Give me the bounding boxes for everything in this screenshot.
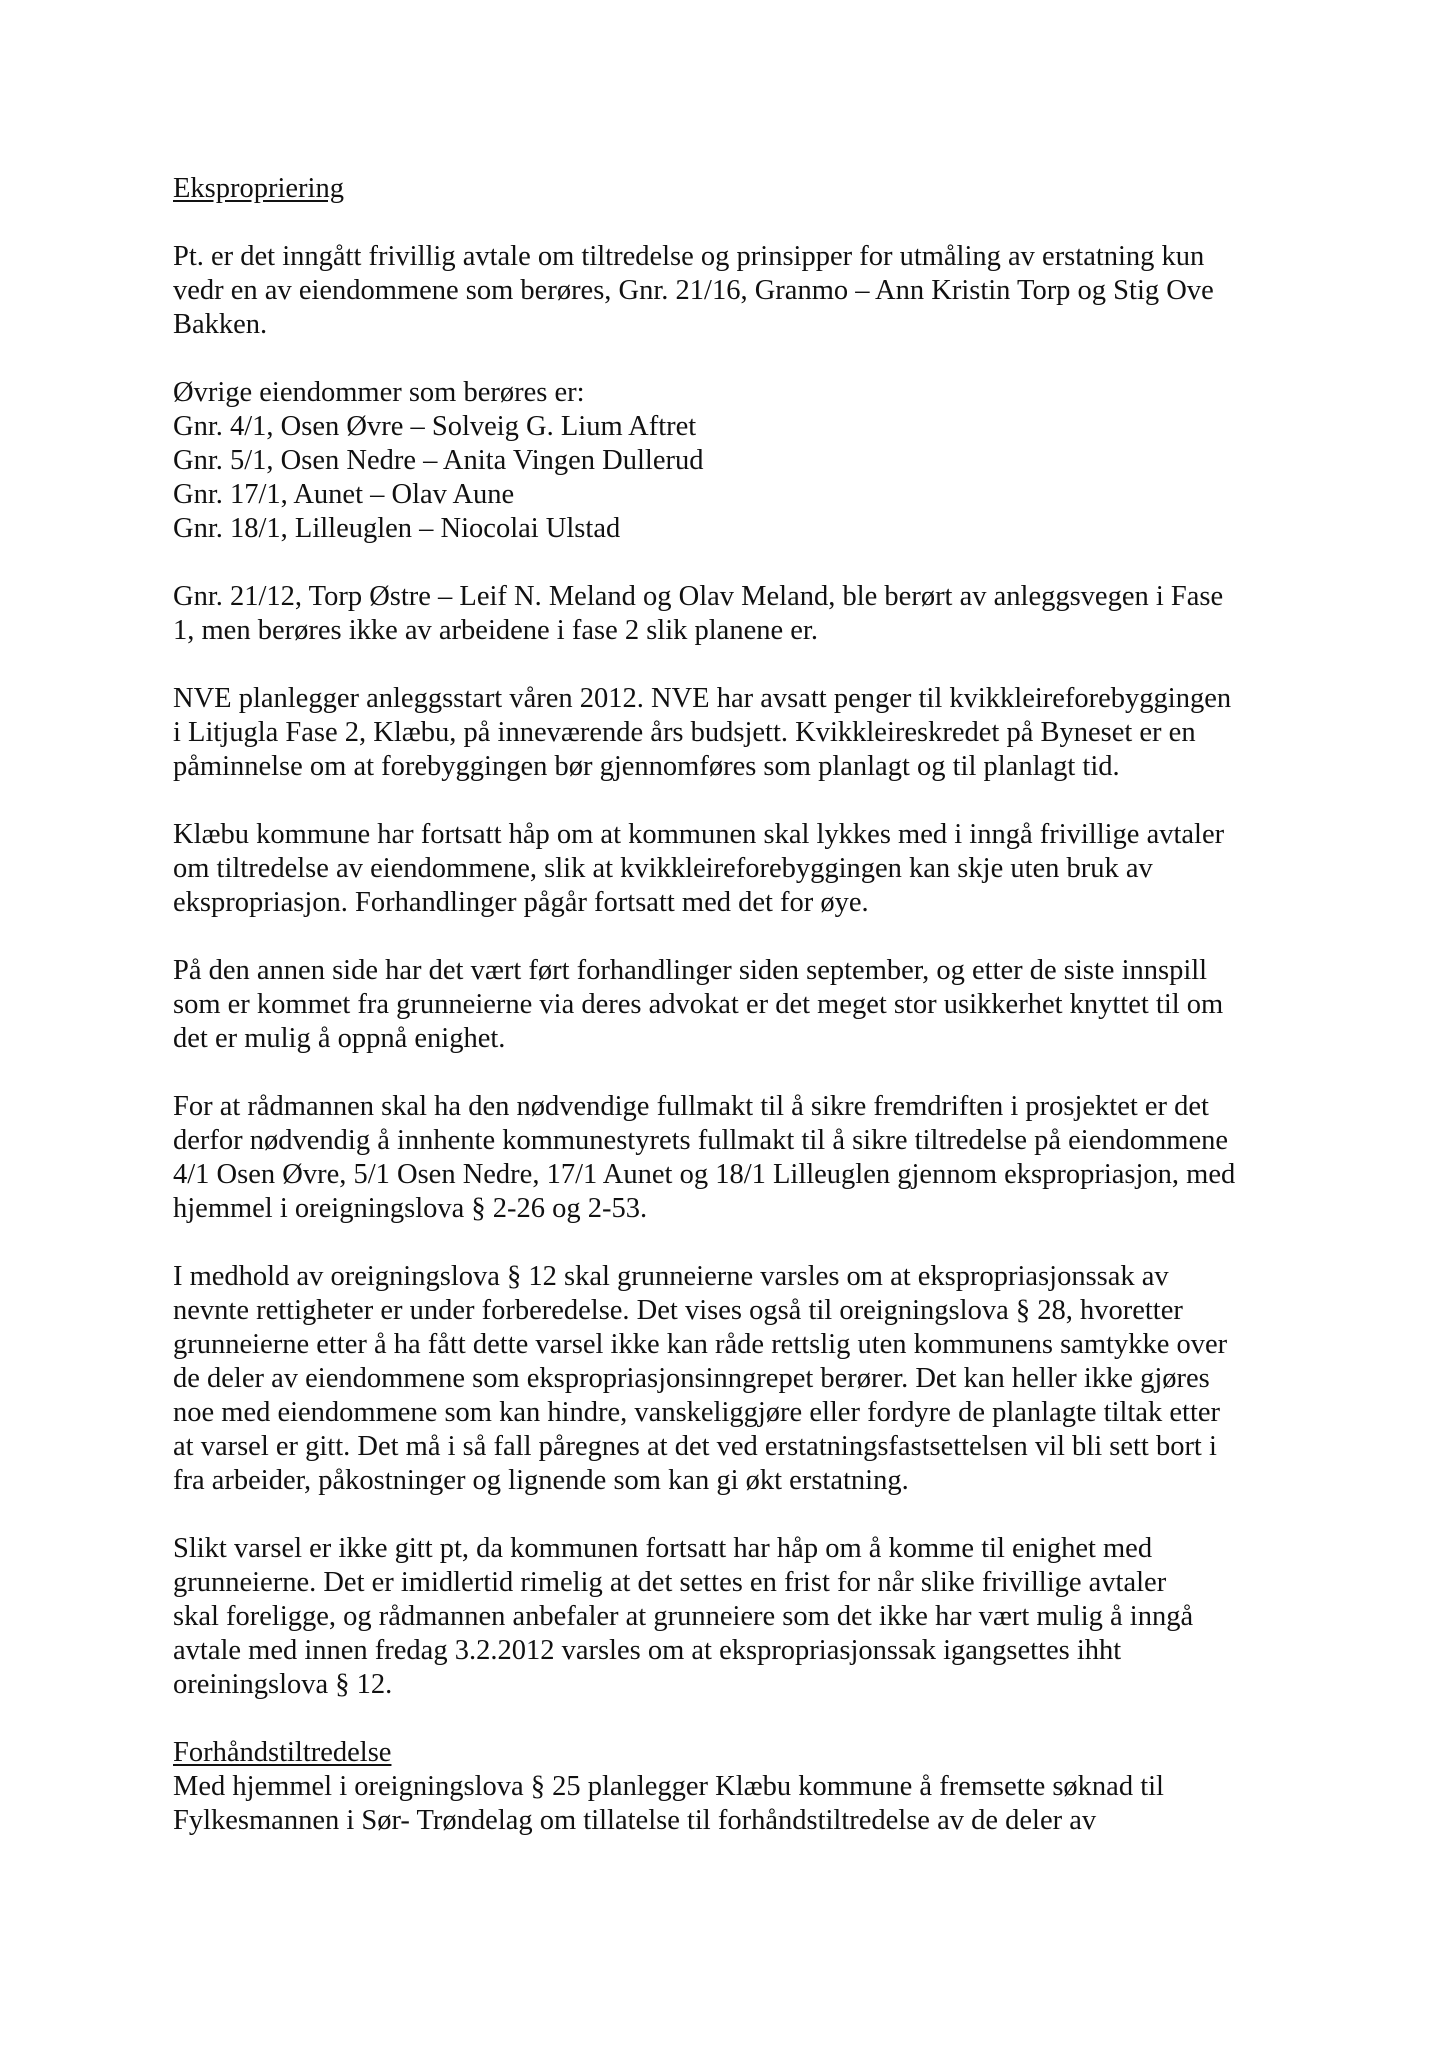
section-heading-forhandstiltredelse: Forhåndstiltredelse: [173, 1737, 392, 1768]
text-line: som er kommet fra grunneierne via deres advokat er det meget stor usikkerhet knyttet til om: [173, 989, 1224, 1020]
text-line: 1, men berøres ikke av arbeidene i fase 2 slik planene er.: [173, 615, 818, 646]
text-line: avtale med innen fredag 3.2.2012 varsles om at ekspropriasjonssak igangsettes ihht: [173, 1635, 1122, 1666]
paragraph-7: [173, 1090, 1293, 1226]
text-line: Med hjemmel i oreigningslova § 25 planlegger Klæbu kommune å fremsette søknad til: [173, 1771, 1164, 1802]
text-line: Fylkesmannen i Sør- Trøndelag om tillatelse til forhåndstiltredelse av de deler av: [173, 1805, 1097, 1836]
text-line: derfor nødvendig å innhente kommunestyrets fullmakt til å sikre tiltredelse på eiendommene: [173, 1125, 1228, 1156]
paragraph-1: [173, 240, 1293, 342]
list-item: Gnr. 18/1, Lilleuglen – Niocolai Ulstad: [173, 513, 621, 544]
text-line: nevnte rettigheter er under forberedelse. Det vises også til oreigningslova § 28, hvoretter: [173, 1295, 1183, 1326]
section-heading-ekspropriering: Ekspropriering: [173, 173, 344, 204]
text-line: For at rådmannen skal ha den nødvendige fullmakt til å sikre fremdriften i prosjektet er det: [173, 1091, 1209, 1122]
text-line: Slikt varsel er ikke gitt pt, da kommunen fortsatt har håp om å komme til enighet med: [173, 1533, 1153, 1564]
text-line: hjemmel i oreigningslova § 2-26 og 2-53.: [173, 1193, 648, 1224]
text-line: om tiltredelse av eiendommene, slik at kvikkleireforebyggingen kan skje uten bruk av: [173, 853, 1153, 884]
text-line: skal foreligge, og rådmannen anbefaler at grunneiere som det ikke har vært mulig å inngå: [173, 1601, 1194, 1632]
text-line: Pt. er det inngått frivillig avtale om tiltredelse og prinsipper for utmåling av erstatning kun: [173, 241, 1205, 272]
text-line: oreiningslova § 12.: [173, 1669, 393, 1700]
property-list: [173, 376, 1293, 546]
text-line: NVE planlegger anleggsstart våren 2012. NVE har avsatt penger til kvikkleireforebyggingen: [173, 683, 1232, 714]
paragraph-5: [173, 818, 1293, 920]
text-line: I medhold av oreigningslova § 12 skal grunneierne varsles om at ekspropriasjonssak av: [173, 1261, 1169, 1292]
text-line: i Litjugla Fase 2, Klæbu, på inneværende års budsjett. Kvikkleireskredet på Byneset er en: [173, 717, 1196, 748]
text-line: at varsel er gitt. Det må i så fall påregnes at det ved erstatningsfastsettelsen vil bli sett bort i: [173, 1431, 1217, 1462]
paragraph-8: [173, 1260, 1293, 1498]
text-line: vedr en av eiendommene som berøres, Gnr. 21/16, Granmo – Ann Kristin Torp og Stig Ove: [173, 275, 1214, 306]
document-body: [173, 172, 1293, 1838]
text-line: 4/1 Osen Øvre, 5/1 Osen Nedre, 17/1 Aunet og 18/1 Lilleuglen gjennom ekspropriasjon, med: [173, 1159, 1236, 1190]
text-line: Øvrige eiendommer som berøres er:: [173, 377, 585, 408]
text-line: grunneierne etter å ha fått dette varsel ikke kan råde rettslig uten kommunens samtykke over: [173, 1329, 1228, 1360]
list-item: Gnr. 5/1, Osen Nedre – Anita Vingen Dullerud: [173, 445, 704, 476]
text-line: Gnr. 21/12, Torp Østre – Leif N. Meland og Olav Meland, ble berørt av anleggsvegen i Fase: [173, 581, 1224, 612]
text-line: noe med eiendommene som kan hindre, vanskeliggjøre eller fordyre de planlagte tiltak etter: [173, 1397, 1220, 1428]
paragraph-3: [173, 580, 1293, 648]
text-line: Klæbu kommune har fortsatt håp om at kommunen skal lykkes med i inngå frivillige avtaler: [173, 819, 1225, 850]
text-line: grunneierne. Det er imidlertid rimelig at det settes en frist for når slike frivillige avtaler: [173, 1567, 1167, 1598]
text-line: det er mulig å oppnå enighet.: [173, 1023, 506, 1054]
list-item: Gnr. 4/1, Osen Øvre – Solveig G. Lium Aftret: [173, 411, 697, 442]
paragraph-10: [173, 1770, 1293, 1838]
text-line: ekspropriasjon. Forhandlinger pågår fortsatt med det for øye.: [173, 887, 869, 918]
paragraph-4: [173, 682, 1293, 784]
text-line: påminnelse om at forebyggingen bør gjennomføres som planlagt og til planlagt tid.: [173, 751, 1120, 782]
text-line: Bakken.: [173, 309, 268, 340]
text-line: de deler av eiendommene som ekspropriasjonsinngrepet berører. Det kan heller ikke gjøres: [173, 1363, 1210, 1394]
paragraph-9: [173, 1532, 1293, 1702]
text-line: fra arbeider, påkostninger og lignende som kan gi økt erstatning.: [173, 1465, 909, 1496]
paragraph-6: [173, 954, 1293, 1056]
text-line: På den annen side har det vært ført forhandlinger siden september, og etter de siste innspill: [173, 955, 1208, 986]
list-item: Gnr. 17/1, Aunet – Olav Aune: [173, 479, 515, 510]
